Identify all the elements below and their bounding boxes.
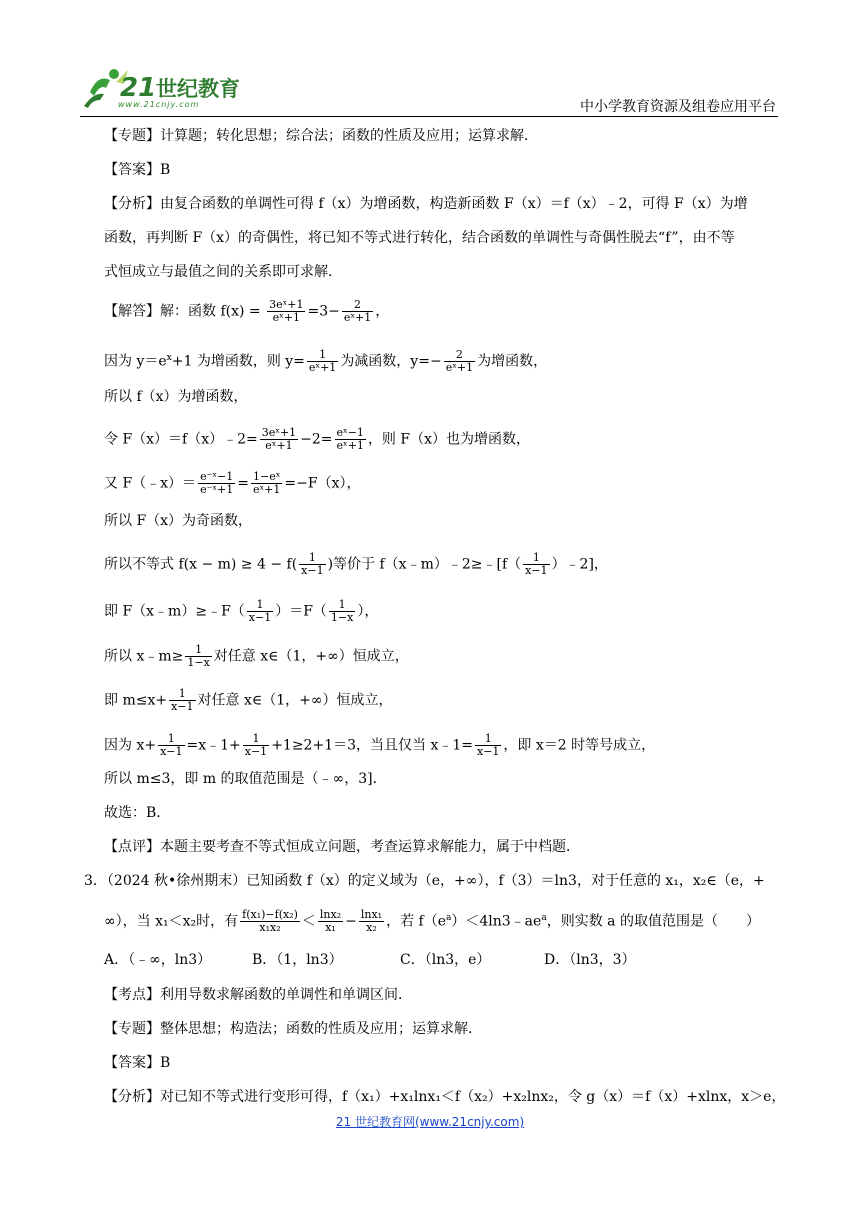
answer-line-2: 【答案】B	[104, 1055, 171, 1071]
choice-line: 故选：B．	[104, 805, 171, 821]
svg-text:世纪教育: 世纪教育	[156, 77, 240, 101]
topic-line: 【专题】计算题；转化思想；综合法；函数的性质及应用；运算求解．	[104, 128, 538, 144]
analysis-line-3: 式恒成立与最值之间的关系即可求解．	[104, 264, 342, 280]
fraction: $\frac{1}{x-1}$	[244, 732, 268, 758]
fraction: $\frac{1}{\text{eˣ+1}}$	[308, 348, 337, 375]
analysis-line-1: 【分析】由复合函数的单调性可得 f（x）为增函数，构造新函数 F（x）＝f（x）﹣2，可得 F（x）为增	[104, 196, 748, 212]
topic-line-2: 【专题】整体思想；构造法；函数的性质及应用；运算求解．	[104, 1021, 482, 1037]
fraction: $\frac{\text{eˣ−1}}{\text{eˣ+1}}$	[336, 426, 364, 452]
answer-options	[104, 951, 636, 969]
fraction: $\frac{1}{x-1}$	[525, 551, 548, 577]
fraction: $\frac{\text{1−eˣ}}{\text{eˣ+1}}$	[253, 470, 281, 496]
fraction: $\frac{1}{x-1}$	[160, 732, 183, 758]
solution-line-2: 因为 $y=e^x+1$ 为增函数，则 y= $\frac{1}{\text{eˣ+1}}$ 为减函数，y=− $\frac{2}{\text{eˣ+1}}$ 为增函数，	[104, 348, 548, 375]
solution-line-9: 所以 x﹣m≥ $\frac{1}{1-x}$ 对任意 x∈（1，+∞）恒成立，	[104, 643, 409, 669]
svg-text:21: 21	[120, 73, 157, 103]
fraction: $\frac{2}{\text{eˣ+1}}$	[343, 298, 372, 324]
knowledge-point-line: 【考点】利用导数求解函数的单调性和单调区间．	[104, 987, 412, 1003]
solution-line-6: 所以 F（x）为奇函数，	[104, 513, 253, 529]
fraction: $\frac{\text{e⁻ˣ−1}}{\text{e⁻ˣ+1}}$	[200, 470, 234, 496]
fraction: $\frac{1}{x-1}$	[248, 598, 272, 624]
fraction: $\frac{\text{3eˣ+1}}{\text{eˣ+1}}$	[261, 426, 297, 452]
answer-line: 【答案】B	[104, 162, 171, 178]
solution-line-12: 所以 m≤3，即 m 的取值范围是（﹣∞，3]．	[104, 771, 387, 787]
solution-line-11: 因为 x+ $\frac{1}{x-1}$ =x﹣1+ $\frac{1}{x-1}$ +1≥2+1＝3，当且仅当 x﹣1= $\frac{1}{x-1}$ ，即 x＝2 时等号成立，	[104, 732, 656, 758]
platform-title: 中小学教育资源及组卷应用平台	[580, 99, 776, 115]
solution-line-10: 即 m≤x+ $\frac{1}{x-1}$ 对任意 x∈（1，+∞）恒成立，	[104, 687, 393, 713]
fraction: $\frac{\text{lnx₂}}{\text{x₁}}$	[319, 908, 342, 935]
solution-line-1: 【解答】解：函数 f(x) = $\frac{\text{3eˣ+1}}{\text{eˣ+1}}$ =3− $\frac{2}{\text{eˣ+1}}$ ，	[104, 298, 390, 324]
analysis-line-4: 【分析】对已知不等式进行变形可得，f（x₁）+x₁lnx₁＜f（x₂）+x₂lnx₂，令 g（x）＝f（x）+xlnx，x＞e，	[104, 1089, 786, 1105]
fraction: $\frac{1}{x-1}$	[171, 687, 194, 713]
solution-line-7: 所以不等式 f(x − m) ≥ 4 − f( $\frac{1}{x-1}$ )等价于 f（x﹣m）﹣2≥﹣[f（ $\frac{1}{x-1}$ ）﹣2]，	[104, 551, 608, 577]
solution-line-4: 令 F（x）＝f（x）﹣2= $\frac{\text{3eˣ+1}}{\text{eˣ+1}}$ −2= $\frac{\text{eˣ−1}}{\text{eˣ+1}}$ ，则 F（x）也为增函数，	[104, 426, 530, 452]
fraction: $\frac{1}{x-1}$	[477, 732, 500, 758]
comment-line: 【点评】本题主要考查不等式恒成立问题，考查运算求解能力，属于中档题．	[104, 839, 580, 855]
fraction: $\frac{1}{1-x}$	[330, 598, 354, 624]
option-a: A．（﹣∞，ln3）	[104, 952, 212, 968]
page-header	[80, 62, 778, 118]
question-3-line-2: ∞），当 x₁＜x₂时，有 $\frac{\text{f(x₁)−f(x₂)}}{\text{x₁x₂}}$ ＜ $\frac{\text{lnx₂}}{\text{x₁}}$ − $\frac{\text{lnx₁}}{\text{x₂}}$ ，若 $f(e^a)<4\ln 3﹣ae^a$，则实数 a 的取值范围是（ ）	[104, 908, 760, 935]
solution-line-3: 所以 f（x）为增函数，	[104, 389, 248, 405]
question-3-line-1: 3．（2024 秋•徐州期末）已知函数 f（x）的定义域为（e，+∞），f（3）＝ln3，对于任意的 x₁，x₂∈（e，+	[84, 873, 765, 889]
footer-link[interactable]: 21 世纪教育网(www.21cnjy.com)	[335, 1115, 525, 1129]
option-c: C．（ln3，e）	[400, 952, 491, 968]
fraction: $\frac{1}{1-x}$	[187, 643, 210, 669]
fraction: $\frac{\text{lnx₁}}{\text{x₂}}$	[360, 908, 383, 935]
fraction: $\frac{1}{x-1}$	[301, 551, 324, 577]
fraction: $\frac{2}{\text{eˣ+1}}$	[445, 348, 474, 375]
logo-url: www.21cnjy.com	[118, 100, 200, 109]
solution-line-5: 又 F（﹣x）＝ $\frac{\text{e⁻ˣ−1}}{\text{e⁻ˣ+1}}$ = $\frac{\text{1−eˣ}}{\text{eˣ+1}}$ =−F（x），	[104, 470, 361, 496]
option-d: D．（ln3，3）	[544, 952, 636, 968]
option-b: B．（1，ln3）	[252, 952, 343, 968]
header-divider	[80, 116, 778, 117]
analysis-line-2: 函数，再判断 F（x）的奇偶性，将已知不等式进行转化，结合函数的单调性与奇偶性脱去“f”，由不等	[104, 230, 735, 246]
fraction: $\frac{\text{3eˣ+1}}{\text{eˣ+1}}$	[269, 298, 304, 324]
fraction: $\frac{\text{f(x₁)−f(x₂)}}{\text{x₁x₂}}$	[242, 908, 298, 935]
solution-line-8: 即 F（x﹣m）≥﹣F（ $\frac{1}{x-1}$ ）＝F（ $\frac{1}{1-x}$ ），	[104, 598, 379, 624]
